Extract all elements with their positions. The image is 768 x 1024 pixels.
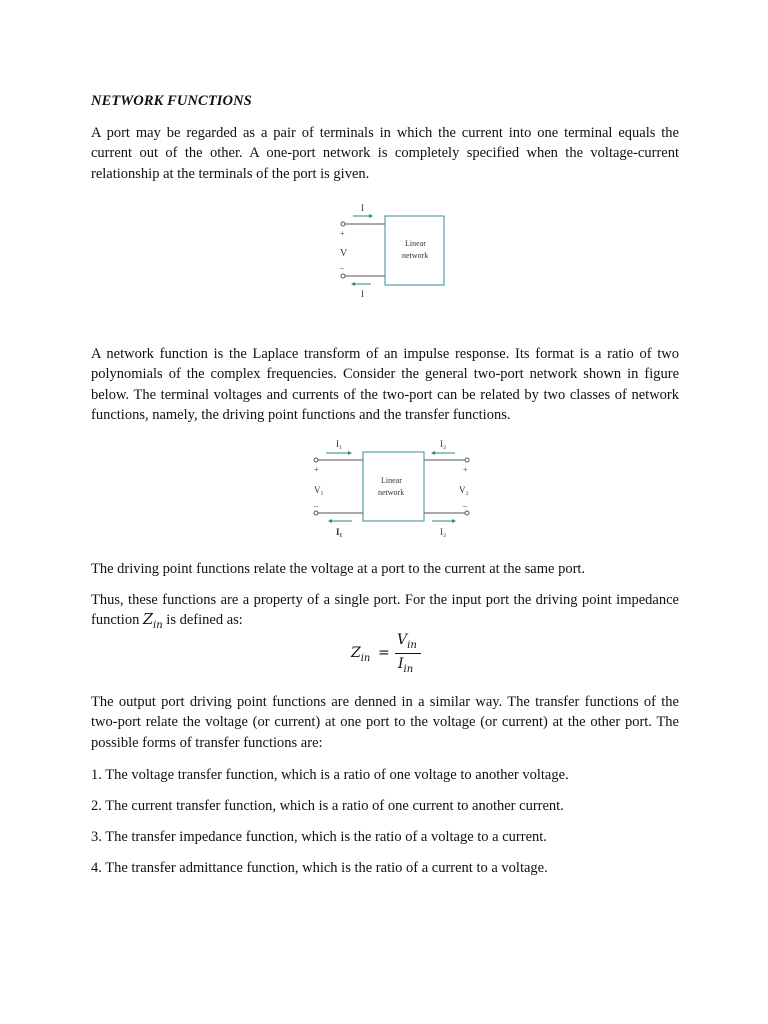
paragraph-input-impedance-tail: is defined as: bbox=[162, 612, 243, 628]
current-label-bottom: I bbox=[361, 289, 364, 299]
label-i2-bottom: I₂ bbox=[440, 527, 447, 537]
minus-sign: – bbox=[340, 263, 344, 272]
section-heading: NETWORK FUNCTIONS bbox=[91, 93, 252, 109]
plus-left: + bbox=[314, 465, 319, 474]
minus-left: – bbox=[314, 501, 318, 510]
list-item-1: 1. The voltage transfer function, which is a ratio of one voltage to another voltage. bbox=[91, 766, 569, 783]
linear-network-box bbox=[363, 452, 424, 521]
arrow-head-i1-bottom bbox=[328, 519, 332, 523]
box-label-line2: network bbox=[378, 488, 405, 497]
equals-sign: = bbox=[378, 645, 390, 661]
arrow-head-bottom bbox=[351, 282, 355, 286]
right-bottom-terminal bbox=[465, 511, 469, 515]
paragraph-transfer-functions: The output port driving point functions are denned in a similar way. The transfer functions of the two-port relate the voltage (or current) at one port to the voltage (or current) at the other port. The possible forms of transfer functions are: bbox=[91, 693, 679, 751]
list-item-3: 3. The transfer impedance function, which is the ratio of a voltage to a current. bbox=[91, 828, 547, 845]
box-label-line1: Linear bbox=[381, 476, 402, 485]
label-v1: V₁ bbox=[314, 485, 324, 495]
minus-right: – bbox=[463, 501, 467, 510]
label-i1-bottom: I₁ bbox=[336, 527, 343, 537]
list-item-4: 4. The transfer admittance function, which is the ratio of a current to a voltage. bbox=[91, 859, 548, 876]
arrow-head-i1-top bbox=[348, 451, 352, 455]
voltage-label: V bbox=[340, 248, 348, 259]
paragraph-input-impedance-text: Thus, these functions are a property of a single port. For the input port the driving point impedance function bbox=[91, 591, 679, 628]
label-v2: V₂ bbox=[459, 485, 469, 495]
label-i2-top: I₂ bbox=[440, 439, 447, 449]
paragraph-network-function: A network function is the Laplace transform of an impulse response. Its format is a ratio of two polynomials of the complex frequencies. Consider the general two-port network shown in figure below. The terminal voltages and currents of the two-port can be related by two classes of network functions, namely, the driving point functions and the transfer functions. bbox=[91, 345, 679, 423]
bottom-terminal bbox=[341, 274, 345, 278]
plus-sign: + bbox=[340, 229, 345, 238]
zin-symbol: $Z_{in}$ bbox=[142, 612, 163, 631]
box-label-line1: Linear bbox=[405, 239, 426, 248]
box-label-line2: network bbox=[402, 251, 429, 260]
arrow-head-i2-top bbox=[431, 451, 435, 455]
current-label-top: I bbox=[361, 203, 364, 213]
equation-zin bbox=[351, 628, 441, 678]
left-top-terminal bbox=[314, 458, 318, 462]
fraction-bar bbox=[395, 653, 421, 654]
arrow-head-top bbox=[369, 214, 373, 218]
equation-denominator: $I_{in}$ bbox=[398, 656, 414, 675]
paragraph-port-definition: A port may be regarded as a pair of terminals in which the current into one terminal equals the current out of the other. A one-port network is completely specified when the voltage-current relationship at the terminals of the port is given. bbox=[91, 124, 679, 182]
top-terminal bbox=[341, 222, 345, 226]
list-item-2: 2. The current transfer function, which is a ratio of one current to another current. bbox=[91, 797, 564, 814]
equation-numerator: $V_{in}$ bbox=[397, 632, 417, 651]
plus-right: + bbox=[463, 465, 468, 474]
equation-lhs: $Z_{in}$ bbox=[351, 645, 371, 664]
arrow-head-i2-bottom bbox=[452, 519, 456, 523]
label-i1-top: I₁ bbox=[336, 439, 343, 449]
paragraph-driving-point: The driving point functions relate the voltage at a port to the current at the same port. bbox=[91, 560, 586, 577]
two-port-network-figure bbox=[310, 436, 472, 542]
left-bottom-terminal bbox=[314, 511, 318, 515]
right-top-terminal bbox=[465, 458, 469, 462]
one-port-network-figure bbox=[331, 200, 451, 302]
